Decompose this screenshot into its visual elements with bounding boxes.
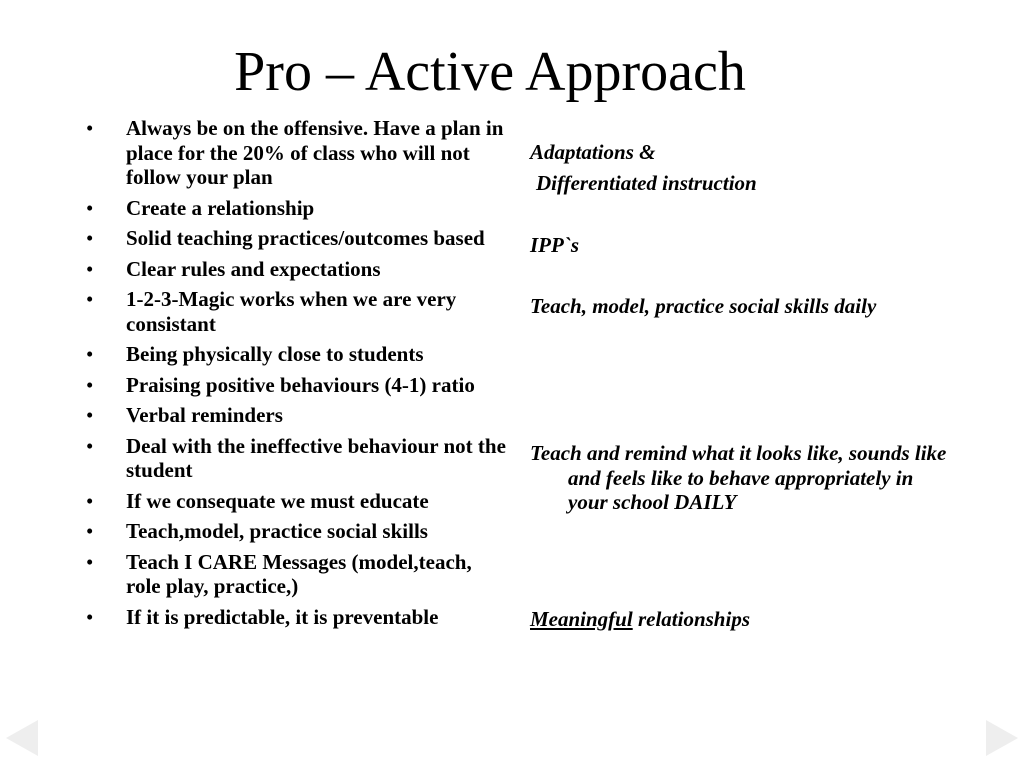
adaptations-line-1: Adaptations & bbox=[530, 140, 656, 164]
list-item bbox=[86, 287, 506, 336]
bullet-icon: • bbox=[86, 372, 94, 397]
bullet-icon: • bbox=[86, 403, 94, 427]
list-item bbox=[86, 519, 506, 544]
bullet-icon: • bbox=[86, 433, 94, 458]
adaptations-block bbox=[530, 140, 950, 195]
social-skills-text: Teach, model, practice social skills daily bbox=[530, 294, 877, 318]
adaptations-line-2: Differentiated instruction bbox=[536, 170, 757, 195]
list-item bbox=[86, 226, 506, 251]
bullet-icon: • bbox=[86, 549, 94, 574]
list-item-text: Clear rules and expectations bbox=[126, 256, 381, 281]
relationships-block bbox=[530, 607, 950, 632]
bullet-list bbox=[86, 116, 506, 635]
list-item-text: If it is predictable, it is preventable bbox=[126, 604, 439, 629]
bullet-icon: • bbox=[86, 604, 94, 629]
list-item bbox=[86, 605, 506, 630]
social-skills-block bbox=[530, 294, 950, 319]
remind-block bbox=[530, 441, 950, 515]
relationships-line bbox=[530, 607, 950, 632]
bullet-icon: • bbox=[86, 256, 94, 281]
remind-text: Teach and remind what it looks like, sounds like and feels like to behave appropriately in your school DAILY bbox=[530, 441, 947, 514]
bullet-icon: • bbox=[86, 287, 94, 311]
bullet-icon: • bbox=[86, 195, 94, 220]
list-item-text: Praising positive behaviours (4-1) ratio bbox=[126, 372, 475, 397]
list-item bbox=[86, 434, 506, 483]
bullet-icon: • bbox=[86, 226, 94, 250]
list-item-text: Solid teaching practices/outcomes based bbox=[126, 226, 485, 250]
list-item bbox=[86, 373, 506, 398]
list-item-text: Teach I CARE Messages (model,teach, role play, practice,) bbox=[126, 549, 472, 598]
list-item-text: 1-2-3-Magic works when we are very consistant bbox=[126, 287, 457, 336]
prev-slide-icon[interactable] bbox=[6, 720, 38, 756]
ipps-block bbox=[530, 233, 950, 258]
list-item-text: Verbal reminders bbox=[126, 403, 283, 427]
ipps-text: IPP`s bbox=[530, 233, 579, 257]
bullet-icon: • bbox=[86, 519, 94, 543]
list-item-text: If we consequate we must educate bbox=[126, 488, 429, 513]
list-item bbox=[86, 116, 506, 190]
bullet-icon: • bbox=[86, 116, 94, 140]
list-item-text: Always be on the offensive. Have a plan in place for the 20% of class who will not follow your plan bbox=[126, 116, 504, 189]
list-item-text: Being physically close to students bbox=[126, 342, 424, 366]
list-item-text: Teach,model, practice social skills bbox=[126, 519, 428, 543]
list-item bbox=[86, 489, 506, 514]
meaningful-word: Meaningful bbox=[530, 607, 633, 631]
list-item bbox=[86, 403, 506, 428]
list-item bbox=[86, 196, 506, 221]
list-item bbox=[86, 550, 506, 599]
list-item bbox=[86, 257, 506, 282]
slide-title: Pro – Active Approach bbox=[234, 41, 746, 103]
list-item-text: Create a relationship bbox=[126, 195, 315, 220]
bullet-icon: • bbox=[86, 342, 94, 366]
next-slide-icon[interactable] bbox=[986, 720, 1018, 756]
bullet-icon: • bbox=[86, 488, 94, 513]
list-item bbox=[86, 342, 506, 367]
relationships-word: relationships bbox=[632, 607, 750, 631]
list-item-text: Deal with the ineffective behaviour not the student bbox=[126, 433, 506, 482]
